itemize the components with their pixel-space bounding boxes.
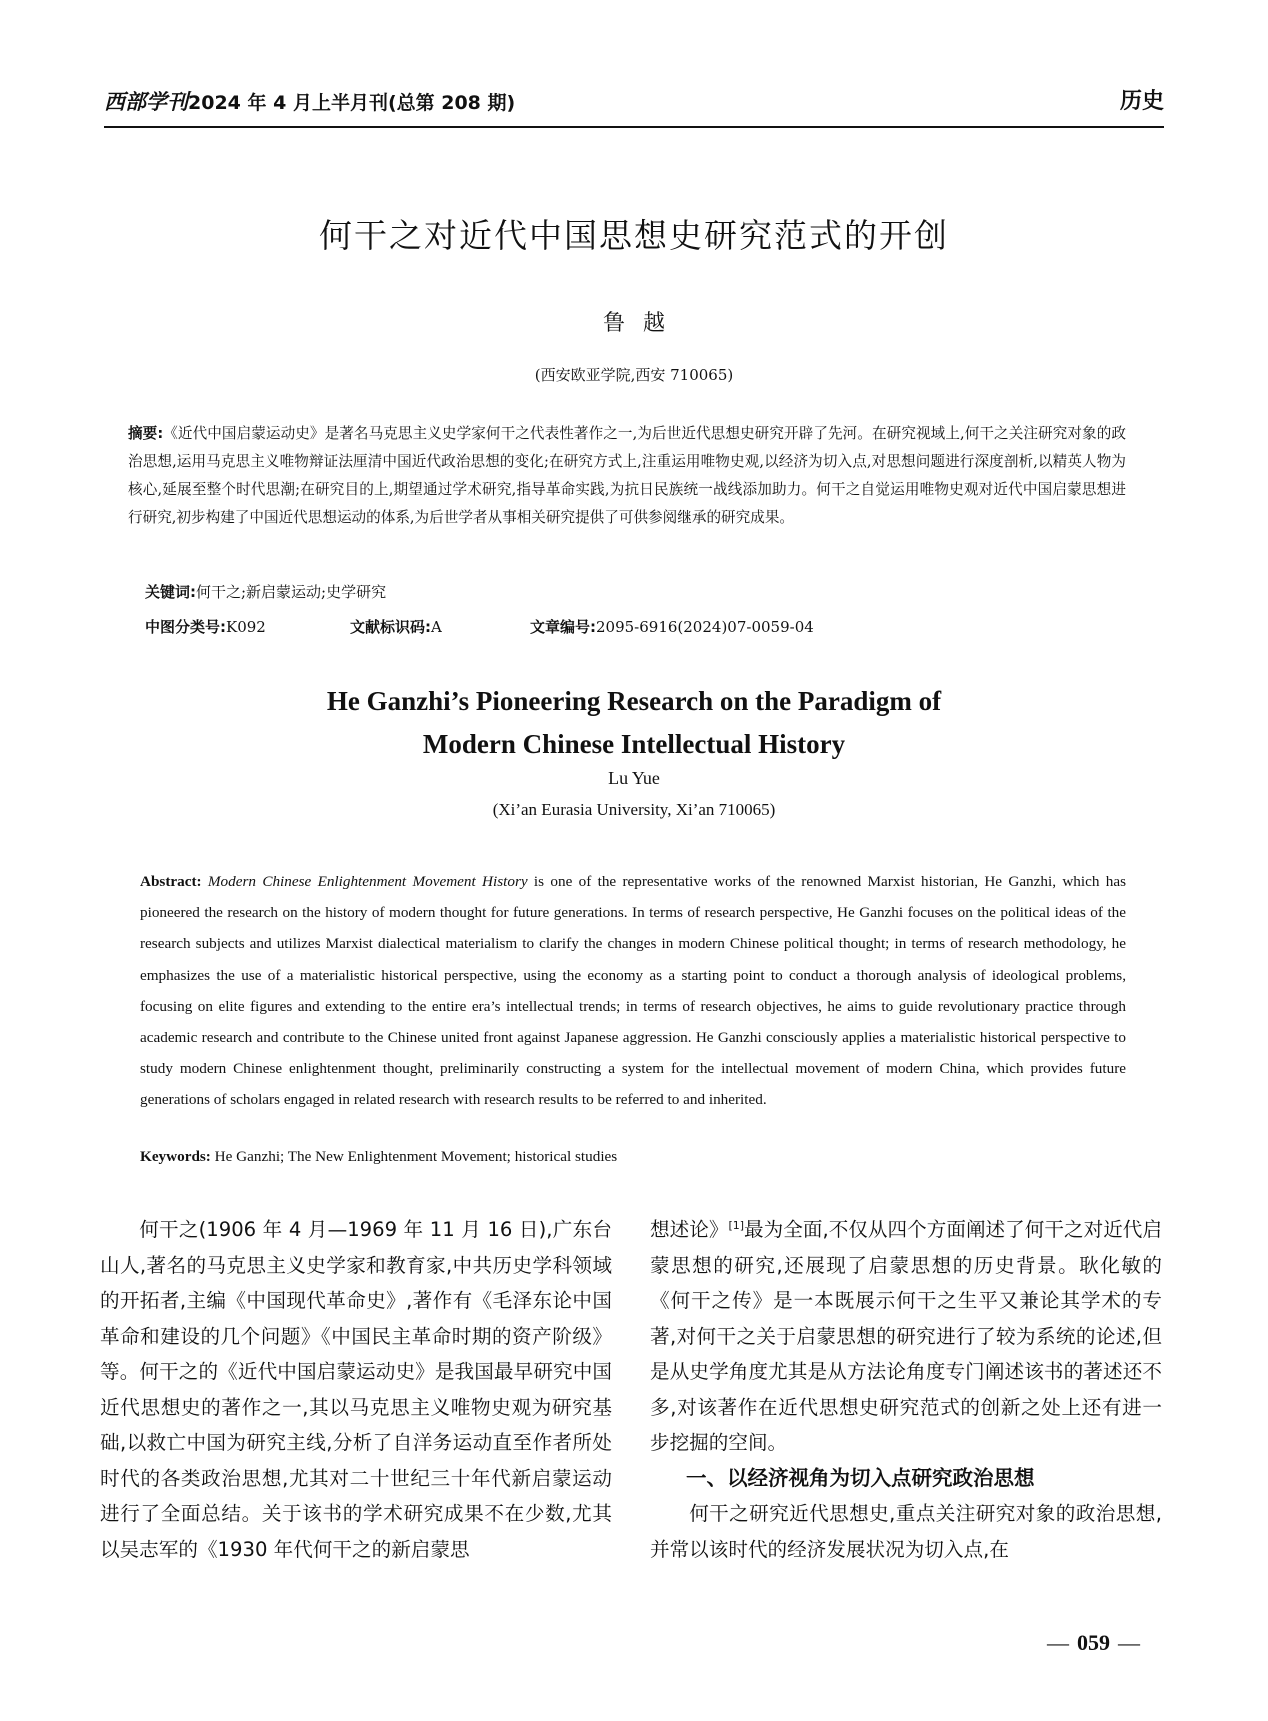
clc-value: K092	[226, 618, 266, 636]
abstract-cn	[128, 420, 1126, 532]
keywords-en-label: Keywords:	[140, 1148, 211, 1165]
abstract-en	[140, 866, 1126, 1116]
article-no-label: 文章编号:	[530, 618, 596, 636]
abstract-cn-label: 摘要:	[128, 425, 164, 442]
section-heading: 一、以经济视角为切入点研究政治思想	[686, 1465, 1035, 1490]
journal-logo: 西部学刊	[104, 89, 188, 114]
keywords-en-text: He Ganzhi; The New Enlightenment Movement; historical studies	[214, 1148, 618, 1165]
article-no-value: 2095-6916(2024)07-0059-04	[596, 618, 814, 636]
header-rule	[104, 126, 1164, 128]
body-paragraph: 何干之研究近代思想史,重点关注研究对象的政治思想,并常以该时代的经济发展状况为切入点,在	[650, 1502, 1162, 1561]
page-number: — 059 —	[1047, 1630, 1140, 1655]
title-cn: 何干之对近代中国思想史研究范式的开创	[319, 216, 949, 255]
citation-ref: [1]	[728, 1219, 745, 1232]
affiliation-en: (Xi’an Eurasia University, Xi’an 710065)	[492, 800, 776, 819]
title-en-line1: He Ganzhi’s Pioneering Research on the Paradigm of	[326, 686, 942, 716]
abstract-en-label: Abstract:	[140, 873, 202, 890]
doc-code-label: 文献标识码:	[350, 618, 431, 636]
keywords-cn-label: 关键词:	[145, 583, 196, 601]
body-column-left	[100, 1212, 612, 1567]
keywords-cn-text: 何干之;新启蒙运动;史学研究	[196, 583, 387, 601]
body-text: 想述论》	[650, 1218, 729, 1241]
abstract-en-text: is one of the representative works of the renowned Marxist historian, He Ganzhi, which has pioneered the research on the history of modern thought for future generations. In terms of research perspective, He Ganzhi focuses on the political ideas of the research subjects and utilizes Marxist dialectical materialism to clarify the changes in modern Chinese political thought; in terms of research methodology, he emphasizes the use of a materialistic historical perspective, using the economy as a starting point to conduct a thorough analysis of ideological problems, focusing on elite figures and extending to the entire era’s intellectual trends; in terms of research objectives, he aims to guide revolutionary practice through academic research and contribute to the Chinese united front against Japanese aggression. He Ganzhi consciously applies a materialistic historical perspective to study modern Chinese enlightenment thought, preliminarily constructing a system for the intellectual movement of modern China, which provides future generations of scholars engaged in related research with research results to be referred to and inherited.	[140, 873, 1127, 1109]
running-header	[104, 80, 1164, 120]
title-en	[0, 680, 1268, 766]
issue-info: 2024 年 4 月上半月刊(总第 208 期)	[188, 92, 516, 114]
clc-label: 中图分类号:	[145, 618, 226, 636]
body-text: 最为全面,不仅从四个方面阐述了何干之对近代启蒙思想的研究,还展现了启蒙思想的历史背景。耿化敏的《何干之传》是一本既展示何干之生平又兼论其学术的专著,对何干之关于启蒙思想的研究进行了较为系统的论述,但是从史学角度尤其是从方法论角度专门阐述该书的著述还不多,对该著作在近代思想史研究范式的创新之处上还有进一步挖掘的空间。	[650, 1218, 1163, 1454]
keywords-en	[140, 1148, 1126, 1166]
body-paragraph: 何干之(1906 年 4 月—1969 年 11 月 16 日),广东台山人,著名的马克思主义史学家和教育家,中共历史学科领域的开拓者,主编《中国现代革命史》,著作有《毛泽东论中国革命和建设的几个问题》《中国民主革命时期的资产阶级》等。何干之的《近代中国启蒙运动史》是我国最早研究中国近代思想史的著作之一,其以马克思主义唯物史观为研究基础,以救亡中国为研究主线,分析了自洋务运动直至作者所处时代的各类政治思想,尤其对二十世纪三十年代新启蒙运动进行了全面总结。关于该书的学术研究成果不在少数,尤其以吴志军的《1930 年代何干之的新启蒙思	[100, 1218, 612, 1561]
affiliation-cn: (西安欧亚学院,西安 710065)	[534, 366, 734, 384]
body-column-right	[650, 1212, 1162, 1567]
journal-issue	[104, 86, 515, 116]
author-cn: 鲁越	[602, 311, 683, 336]
section-label: 历史	[1119, 89, 1164, 114]
abstract-en-book-title: Modern Chinese Enlightenment Movement History	[207, 873, 528, 890]
doc-code-value: A	[431, 618, 442, 636]
body-paragraph-continued	[650, 1212, 1162, 1461]
classification-info	[145, 616, 814, 637]
keywords-cn	[145, 581, 386, 602]
title-en-line2: Modern Chinese Intellectual History	[422, 729, 846, 759]
abstract-cn-text: 《近代中国启蒙运动史》是著名马克思主义史学家何干之代表性著作之一,为后世近代思想史研究开辟了先河。在研究视域上,何干之关注研究对象的政治思想,运用马克思主义唯物辩证法厘清中国近代政治思想的变化;在研究方式上,注重运用唯物史观,以经济为切入点,对思想问题进行深度剖析,以精英人物为核心,延展至整个时代思潮;在研究目的上,期望通过学术研究,指导革命实践,为抗日民族统一战线添加助力。何干之自觉运用唯物史观对近代中国启蒙思想进行研究,初步构建了中国近代思想运动的体系,为后世学者从事相关研究提供了可供参阅继承的研究成果。	[128, 425, 1126, 526]
author-en: Lu Yue	[608, 768, 660, 788]
